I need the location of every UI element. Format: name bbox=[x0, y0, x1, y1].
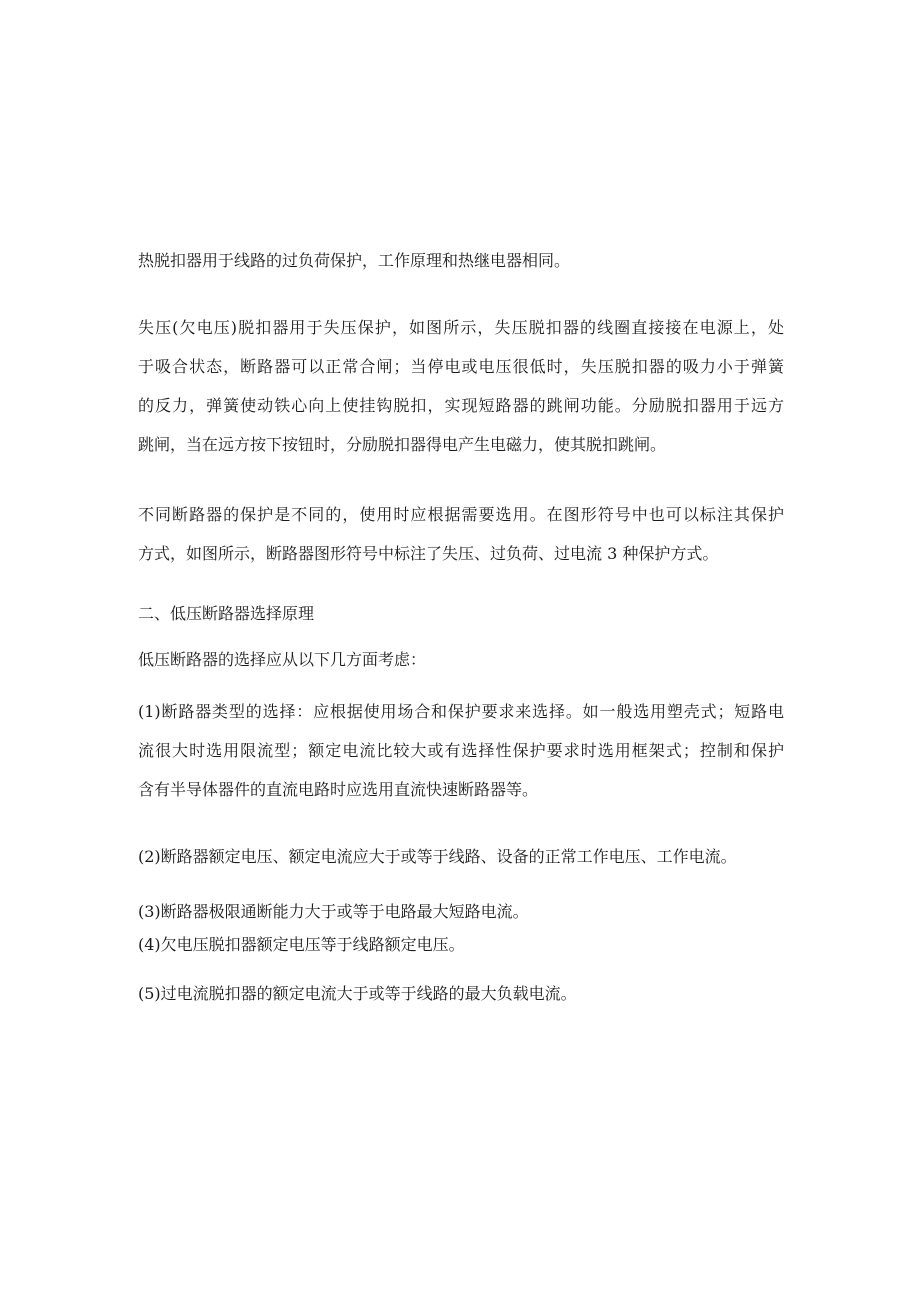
text-line: (4)欠电压脱扣器额定电压等于线路额定电压。 bbox=[138, 935, 465, 954]
list-item-2 bbox=[138, 846, 784, 868]
paragraph-thermal-release bbox=[138, 250, 784, 272]
section-heading bbox=[138, 603, 784, 625]
list-item-4 bbox=[138, 934, 784, 956]
text-line: 热脱扣器用于线路的过负荷保护，工作原理和热继电器相同。 bbox=[138, 251, 571, 270]
text-line: 跳闸，当在远方按下按钮时，分励脱扣器得电产生电磁力，使其脱扣跳闸。 bbox=[138, 435, 667, 454]
text-line: 的反力，弹簧使动铁心向上使挂钩脱扣，实现短路器的跳闸功能。分励脱扣器用于远方 bbox=[138, 396, 784, 415]
text-line: 于吸合状态，断路器可以正常合闸；当停电或电压很低时，失压脱扣器的吸力小于弹簧 bbox=[138, 357, 784, 376]
text-line: 流很大时选用限流型；额定电流比较大或有选择性保护要求时选用框架式；控制和保护 bbox=[138, 741, 784, 760]
text-line: 不同断路器的保护是不同的，使用时应根据需要选用。在图形符号中也可以标注其保护 bbox=[138, 505, 784, 524]
text-line: 低压断路器的选择应从以下几方面考虑： bbox=[138, 650, 427, 669]
list-item-3 bbox=[138, 901, 784, 923]
text-line: (5)过电流脱扣器的额定电流大于或等于线路的最大负载电流。 bbox=[138, 984, 577, 1003]
list-item-5 bbox=[138, 983, 784, 1005]
text-line: 方式，如图所示，断路器图形符号中标注了失压、过负荷、过电流 3 种保护方式。 bbox=[138, 544, 719, 563]
text-line: (2)断路器额定电压、额定电流应大于或等于线路、设备的正常工作电压、工作电流。 bbox=[138, 847, 737, 866]
text-line: (3)断路器极限通断能力大于或等于电路最大短路电流。 bbox=[138, 902, 529, 921]
text-line: 失压(欠电压)脱扣器用于失压保护，如图所示，失压脱扣器的线圈直接接在电源上，处 bbox=[138, 318, 784, 337]
section-title: 二、低压断路器选择原理 bbox=[138, 604, 315, 623]
text-line: (1)断路器类型的选择：应根据使用场合和保护要求来选择。如一般选用塑壳式；短路电 bbox=[138, 702, 784, 721]
text-line: 含有半导体器件的直流电路时应选用直流快速断路器等。 bbox=[138, 780, 539, 799]
paragraph-selection-intro bbox=[138, 649, 784, 671]
